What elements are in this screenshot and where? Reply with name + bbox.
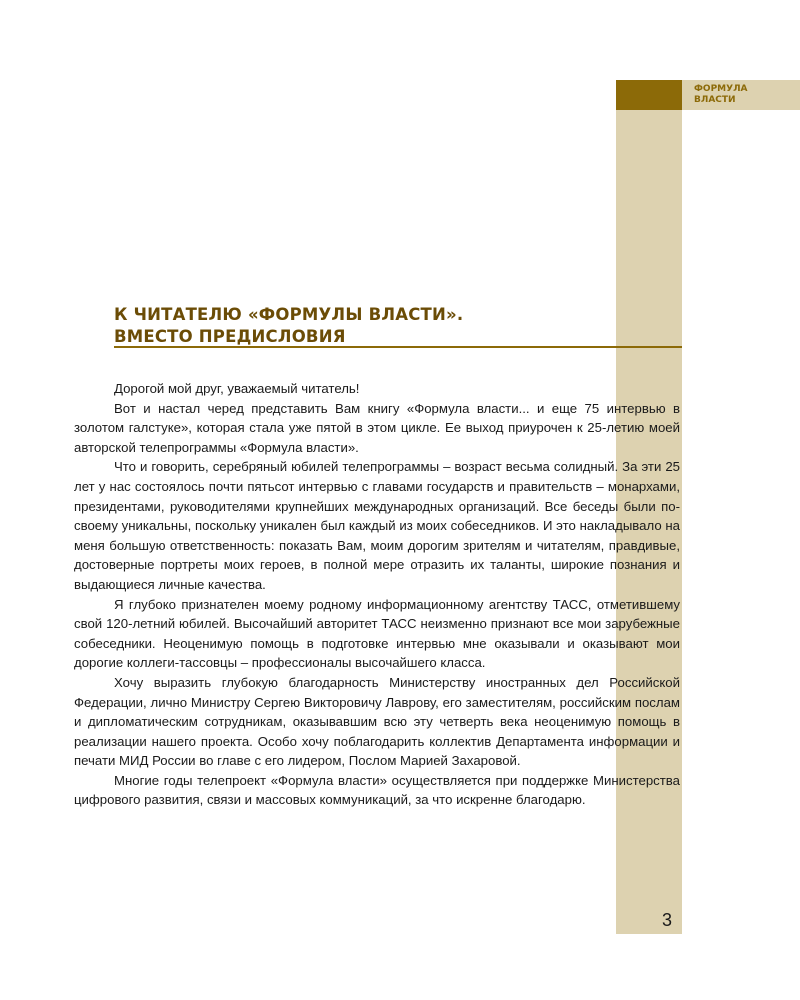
page-title <box>114 304 682 348</box>
running-header <box>616 80 800 110</box>
paragraph: Дорогой мой друг, уважаемый читатель! <box>114 381 360 396</box>
title-line2: ВМЕСТО ПРЕДИСЛОВИЯ <box>114 327 346 346</box>
paragraph: Хочу выразить глубокую благодарность Министерству иностранных дел Российской Федерации, лично Министру Сергею Викторовичу Лаврову, его заместителям, российским послам и дипломатическим сотрудникам, оказывавшим всю эту четверть века неоценимую помощь в реализации нашего проекта. Особо хочу поблагодарить коллектив Департамента информации и печати МИД России во главе с его лидером, Послом Марией Захаровой. <box>74 674 680 769</box>
header-accent-block <box>616 80 682 110</box>
paragraph: Вот и настал черед представить Вам книгу «Формула власти... и еще 75 интервью в золотом галстуке», которая стала уже пятой в этом цикле. Ее выход приурочен к 25-летию моей авторской телепрограммы «Формула власти». <box>74 400 680 455</box>
body-text <box>74 379 680 810</box>
paragraph: Я глубоко признателен моему родному информационному агентству ТАСС, отметившему свой 120-летний юбилей. Высочайший авторитет ТАСС неизменно признают все мои зарубежные собеседники. Неоценимую помощь в подготовке интервью мне оказывали и оказывают мои дорогие коллеги-тассовцы – профессионалы высочайшего класса. <box>74 596 680 671</box>
header-label-line1: ФОРМУЛА <box>694 84 748 94</box>
header-label <box>682 80 800 110</box>
title-line1: К ЧИТАТЕЛЮ «ФОРМУЛЫ ВЛАСТИ». <box>114 305 464 324</box>
paragraph: Что и говорить, серебряный юбилей телепрограммы – возраст весьма солидный. За эти 25 лет у нас состоялось почти пятьсот интервью с главами государств и правительств – монархами, президентами, руководителями крупнейших международных организаций. Все беседы были по-своему уникальны, поскольку уникален был каждый из моих собеседников. И это накладывало на меня большую ответственность: показать Вам, моим дорогим зрителям и читателям, правдивые, достоверные портреты моих героев, в полной мере отразить их таланты, широкие познания и выдающиеся личные качества. <box>74 459 680 592</box>
page-number-box <box>616 906 682 934</box>
page-number: 3 <box>661 910 672 930</box>
header-label-line2: ВЛАСТИ <box>694 95 736 105</box>
paragraph: Многие годы телепроект «Формула власти» осуществляется при поддержке Министерства цифрового развития, связи и массовых коммуникаций, за что искренне благодарю. <box>74 772 680 808</box>
title-divider <box>114 346 682 348</box>
